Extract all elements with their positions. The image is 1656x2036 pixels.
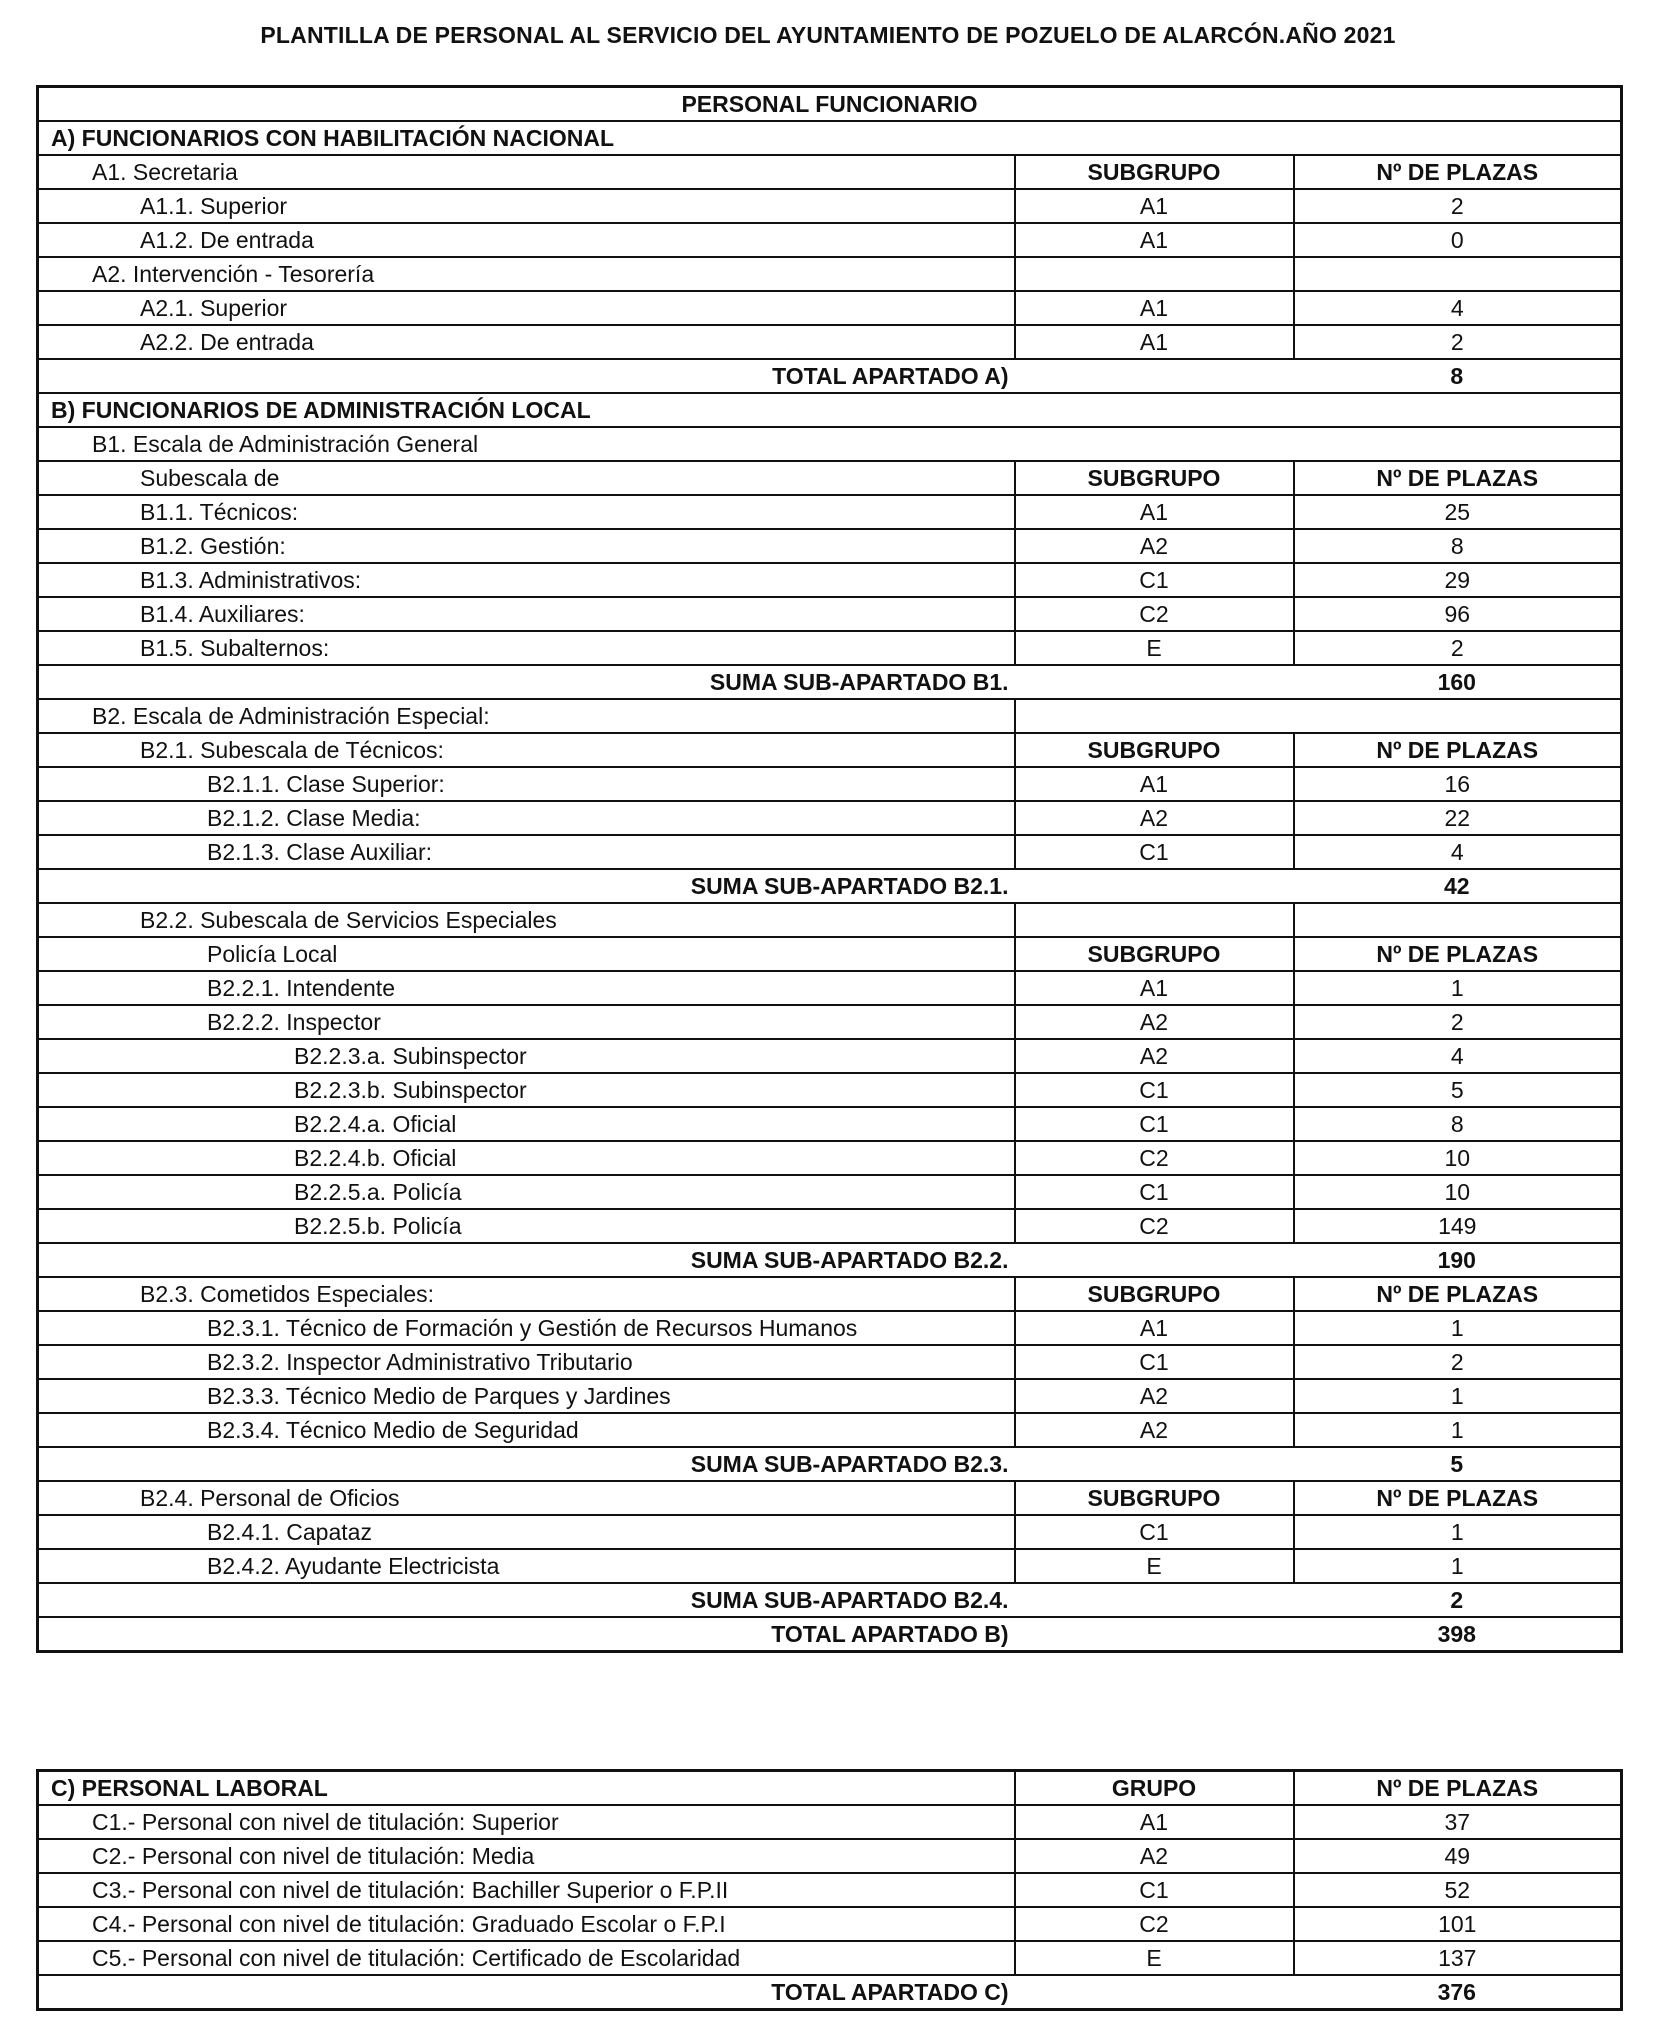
row-label: A2. Intervención - Tesorería <box>38 257 1015 291</box>
empty-cell <box>1015 903 1294 937</box>
row-count: 1 <box>1294 1549 1622 1583</box>
row-label: B2.3. Cometidos Especiales: <box>38 1277 1015 1311</box>
empty-cell <box>1015 665 1294 699</box>
row-label: A1.2. De entrada <box>38 223 1015 257</box>
table-row <box>38 835 1622 869</box>
row-count: 149 <box>1294 1209 1622 1243</box>
table-row <box>38 767 1622 801</box>
row-group: E <box>1015 1549 1294 1583</box>
table-row <box>38 189 1622 223</box>
total-value: 8 <box>1294 359 1622 393</box>
total-row <box>38 359 1622 393</box>
total-label: SUMA SUB-APARTADO B2.1. <box>38 869 1015 903</box>
row-label: B1.1. Técnicos: <box>38 495 1015 529</box>
section-row <box>38 393 1622 427</box>
row-count: 2 <box>1294 325 1622 359</box>
total-row <box>38 1617 1622 1652</box>
empty-cell <box>1015 699 1622 733</box>
plazas-header: Nº DE PLAZAS <box>1294 461 1622 495</box>
row-label: B2.3.1. Técnico de Formación y Gestión de Recursos Humanos <box>38 1311 1015 1345</box>
table-row <box>38 1941 1622 1975</box>
row-label: B2.4.1. Capataz <box>38 1515 1015 1549</box>
table-row <box>38 1345 1622 1379</box>
group-header-row <box>38 1277 1622 1311</box>
row-group: A1 <box>1015 767 1294 801</box>
row-label: B2.3.4. Técnico Medio de Seguridad <box>38 1413 1015 1447</box>
row-group: C1 <box>1015 1515 1294 1549</box>
total-value: 398 <box>1294 1617 1622 1652</box>
row-group: A2 <box>1015 529 1294 563</box>
total-value: 376 <box>1294 1975 1622 2010</box>
row-count: 101 <box>1294 1907 1622 1941</box>
row-label: B2.1.2. Clase Media: <box>38 801 1015 835</box>
row-group: C1 <box>1015 1345 1294 1379</box>
row-count: 2 <box>1294 1005 1622 1039</box>
subgrupo-header: SUBGRUPO <box>1015 733 1294 767</box>
row-group: A2 <box>1015 1379 1294 1413</box>
table-row <box>38 1839 1622 1873</box>
personal-funcionario-table <box>36 85 1623 1653</box>
row-group: A2 <box>1015 1039 1294 1073</box>
row-count: 1 <box>1294 1379 1622 1413</box>
row-group: C1 <box>1015 1107 1294 1141</box>
row-group: C1 <box>1015 563 1294 597</box>
row-label: B1.5. Subalternos: <box>38 631 1015 665</box>
row-label: B2.2.3.a. Subinspector <box>38 1039 1015 1073</box>
row-group: C2 <box>1015 1141 1294 1175</box>
row-label: B1.4. Auxiliares: <box>38 597 1015 631</box>
row-label: C5.- Personal con nivel de titulación: Certificado de Escolaridad <box>38 1941 1015 1975</box>
total-label: TOTAL APARTADO C) <box>38 1975 1015 2010</box>
plazas-header: Nº DE PLAZAS <box>1294 1481 1622 1515</box>
row-label: B2.4.2. Ayudante Electricista <box>38 1549 1015 1583</box>
row-label: B2.2.5.b. Policía <box>38 1209 1015 1243</box>
row-label: C4.- Personal con nivel de titulación: Graduado Escolar o F.P.I <box>38 1907 1015 1941</box>
total-row <box>38 1975 1622 2010</box>
row-label: B2.2.2. Inspector <box>38 1005 1015 1039</box>
row-count: 10 <box>1294 1175 1622 1209</box>
row-label: B2. Escala de Administración Especial: <box>38 699 1015 733</box>
table-row <box>38 495 1622 529</box>
table-row <box>38 1141 1622 1175</box>
plazas-header: Nº DE PLAZAS <box>1294 1771 1622 1806</box>
row-count: 8 <box>1294 529 1622 563</box>
row-group: A1 <box>1015 1311 1294 1345</box>
sum-row <box>38 665 1622 699</box>
personal-laboral-table <box>36 1769 1623 2011</box>
row-label: C2.- Personal con nivel de titulación: Media <box>38 1839 1015 1873</box>
empty-cell <box>1015 359 1294 393</box>
subgrupo-header: SUBGRUPO <box>1015 461 1294 495</box>
subgrupo-header: SUBGRUPO <box>1015 155 1294 189</box>
row-group: A1 <box>1015 1805 1294 1839</box>
row-label: B2.2.4.a. Oficial <box>38 1107 1015 1141</box>
sum-row <box>38 1243 1622 1277</box>
empty-cell <box>1015 1583 1294 1617</box>
table-row <box>38 1907 1622 1941</box>
group-header-row <box>38 937 1622 971</box>
row-group: E <box>1015 1941 1294 1975</box>
section-b-title: B) FUNCIONARIOS DE ADMINISTRACIÓN LOCAL <box>38 393 1622 427</box>
row-count: 4 <box>1294 1039 1622 1073</box>
table-row <box>38 1379 1622 1413</box>
row-group: C1 <box>1015 1073 1294 1107</box>
table-row <box>38 1805 1622 1839</box>
row-group: C1 <box>1015 1873 1294 1907</box>
row-count: 1 <box>1294 1311 1622 1345</box>
group-header-row <box>38 427 1622 461</box>
row-label: A2.1. Superior <box>38 291 1015 325</box>
row-count: 10 <box>1294 1141 1622 1175</box>
row-count: 137 <box>1294 1941 1622 1975</box>
row-label: A1.1. Superior <box>38 189 1015 223</box>
section-a-title: A) FUNCIONARIOS CON HABILITACIÓN NACIONAL <box>38 121 1622 155</box>
row-label: A2.2. De entrada <box>38 325 1015 359</box>
sum-row <box>38 869 1622 903</box>
plazas-header: Nº DE PLAZAS <box>1294 1277 1622 1311</box>
section-c-title: C) PERSONAL LABORAL <box>38 1771 1015 1806</box>
table-row <box>38 291 1622 325</box>
row-count: 49 <box>1294 1839 1622 1873</box>
subgrupo-header: SUBGRUPO <box>1015 1481 1294 1515</box>
row-label: C3.- Personal con nivel de titulación: Bachiller Superior o F.P.II <box>38 1873 1015 1907</box>
row-label: B2.2.4.b. Oficial <box>38 1141 1015 1175</box>
row-label: Policía Local <box>38 937 1015 971</box>
row-label: B2.3.2. Inspector Administrativo Tributario <box>38 1345 1015 1379</box>
empty-cell <box>1015 869 1294 903</box>
table-row <box>38 1107 1622 1141</box>
table-row <box>38 1073 1622 1107</box>
table-row <box>38 1549 1622 1583</box>
row-label: B2.2.5.a. Policía <box>38 1175 1015 1209</box>
row-count: 37 <box>1294 1805 1622 1839</box>
group-header-row <box>38 155 1622 189</box>
total-label: SUMA SUB-APARTADO B1. <box>38 665 1015 699</box>
row-count: 0 <box>1294 223 1622 257</box>
row-label: B2.2.1. Intendente <box>38 971 1015 1005</box>
row-count: 5 <box>1294 1073 1622 1107</box>
table-row <box>38 1311 1622 1345</box>
group-header-row <box>38 903 1622 937</box>
total-value: 5 <box>1294 1447 1622 1481</box>
sum-row <box>38 1583 1622 1617</box>
row-label: B2.1.3. Clase Auxiliar: <box>38 835 1015 869</box>
row-label: B2.2.3.b. Subinspector <box>38 1073 1015 1107</box>
row-group: C1 <box>1015 835 1294 869</box>
page-title: PLANTILLA DE PERSONAL AL SERVICIO DEL AYUNTAMIENTO DE POZUELO DE ALARCÓN.AÑO 2021 <box>260 22 1396 48</box>
row-group: C2 <box>1015 1907 1294 1941</box>
empty-cell <box>1294 257 1622 291</box>
empty-cell <box>1015 1243 1294 1277</box>
group-header-row <box>38 257 1622 291</box>
total-value: 42 <box>1294 869 1622 903</box>
empty-cell <box>1015 257 1294 291</box>
table-row <box>38 563 1622 597</box>
total-value: 190 <box>1294 1243 1622 1277</box>
total-label: SUMA SUB-APARTADO B2.2. <box>38 1243 1015 1277</box>
row-count: 4 <box>1294 835 1622 869</box>
total-label: TOTAL APARTADO B) <box>38 1617 1015 1652</box>
plazas-header: Nº DE PLAZAS <box>1294 937 1622 971</box>
row-group: C2 <box>1015 1209 1294 1243</box>
section-header: PERSONAL FUNCIONARIO <box>38 87 1622 122</box>
table-row <box>38 223 1622 257</box>
table-row <box>38 1005 1622 1039</box>
row-count: 22 <box>1294 801 1622 835</box>
row-label: C1.- Personal con nivel de titulación: Superior <box>38 1805 1015 1839</box>
group-header-row <box>38 461 1622 495</box>
row-label: B2.1. Subescala de Técnicos: <box>38 733 1015 767</box>
row-label: B2.4. Personal de Oficios <box>38 1481 1015 1515</box>
group-header-row <box>38 1481 1622 1515</box>
row-count: 1 <box>1294 971 1622 1005</box>
row-count: 4 <box>1294 291 1622 325</box>
row-group: A2 <box>1015 1413 1294 1447</box>
row-group: C2 <box>1015 597 1294 631</box>
empty-cell <box>1015 1975 1294 2010</box>
section-row <box>38 121 1622 155</box>
group-header-row <box>38 733 1622 767</box>
row-label: B2.2. Subescala de Servicios Especiales <box>38 903 1015 937</box>
table-row <box>38 1175 1622 1209</box>
table-row <box>38 1209 1622 1243</box>
row-count: 29 <box>1294 563 1622 597</box>
row-count: 96 <box>1294 597 1622 631</box>
row-group: A1 <box>1015 223 1294 257</box>
table-header-row <box>38 87 1622 122</box>
total-label: SUMA SUB-APARTADO B2.4. <box>38 1583 1015 1617</box>
sum-row <box>38 1447 1622 1481</box>
table-row <box>38 325 1622 359</box>
row-group: C1 <box>1015 1175 1294 1209</box>
row-group: A2 <box>1015 1839 1294 1873</box>
table-row <box>38 1515 1622 1549</box>
row-count: 16 <box>1294 767 1622 801</box>
grupo-header: GRUPO <box>1015 1771 1294 1806</box>
table-row <box>38 597 1622 631</box>
table-row <box>38 1873 1622 1907</box>
row-group: A2 <box>1015 1005 1294 1039</box>
total-label: SUMA SUB-APARTADO B2.3. <box>38 1447 1015 1481</box>
row-label: A1. Secretaria <box>38 155 1015 189</box>
row-group: E <box>1015 631 1294 665</box>
table-row <box>38 529 1622 563</box>
table-row <box>38 801 1622 835</box>
row-count: 2 <box>1294 1345 1622 1379</box>
row-count: 8 <box>1294 1107 1622 1141</box>
empty-cell <box>1294 903 1622 937</box>
table-row <box>38 1413 1622 1447</box>
table-row <box>38 631 1622 665</box>
row-group: A1 <box>1015 495 1294 529</box>
row-group: A1 <box>1015 189 1294 223</box>
table-row <box>38 1039 1622 1073</box>
row-group: A1 <box>1015 971 1294 1005</box>
row-label: B1. Escala de Administración General <box>38 427 1622 461</box>
group-header-row <box>38 1771 1622 1806</box>
total-label: TOTAL APARTADO A) <box>38 359 1015 393</box>
row-count: 1 <box>1294 1413 1622 1447</box>
row-label: B1.3. Administrativos: <box>38 563 1015 597</box>
row-count: 52 <box>1294 1873 1622 1907</box>
row-group: A1 <box>1015 291 1294 325</box>
row-count: 1 <box>1294 1515 1622 1549</box>
row-count: 2 <box>1294 631 1622 665</box>
row-label: B1.2. Gestión: <box>38 529 1015 563</box>
subgrupo-header: SUBGRUPO <box>1015 937 1294 971</box>
row-count: 2 <box>1294 189 1622 223</box>
group-header-row <box>38 699 1622 733</box>
total-value: 160 <box>1294 665 1622 699</box>
total-value: 2 <box>1294 1583 1622 1617</box>
row-group: A1 <box>1015 325 1294 359</box>
row-group: A2 <box>1015 801 1294 835</box>
row-count: 25 <box>1294 495 1622 529</box>
empty-cell <box>1015 1447 1294 1481</box>
subgrupo-header: SUBGRUPO <box>1015 1277 1294 1311</box>
row-label: Subescala de <box>38 461 1015 495</box>
table-row <box>38 971 1622 1005</box>
empty-cell <box>1015 1617 1294 1652</box>
plazas-header: Nº DE PLAZAS <box>1294 155 1622 189</box>
plazas-header: Nº DE PLAZAS <box>1294 733 1622 767</box>
row-label: B2.1.1. Clase Superior: <box>38 767 1015 801</box>
row-label: B2.3.3. Técnico Medio de Parques y Jardines <box>38 1379 1015 1413</box>
